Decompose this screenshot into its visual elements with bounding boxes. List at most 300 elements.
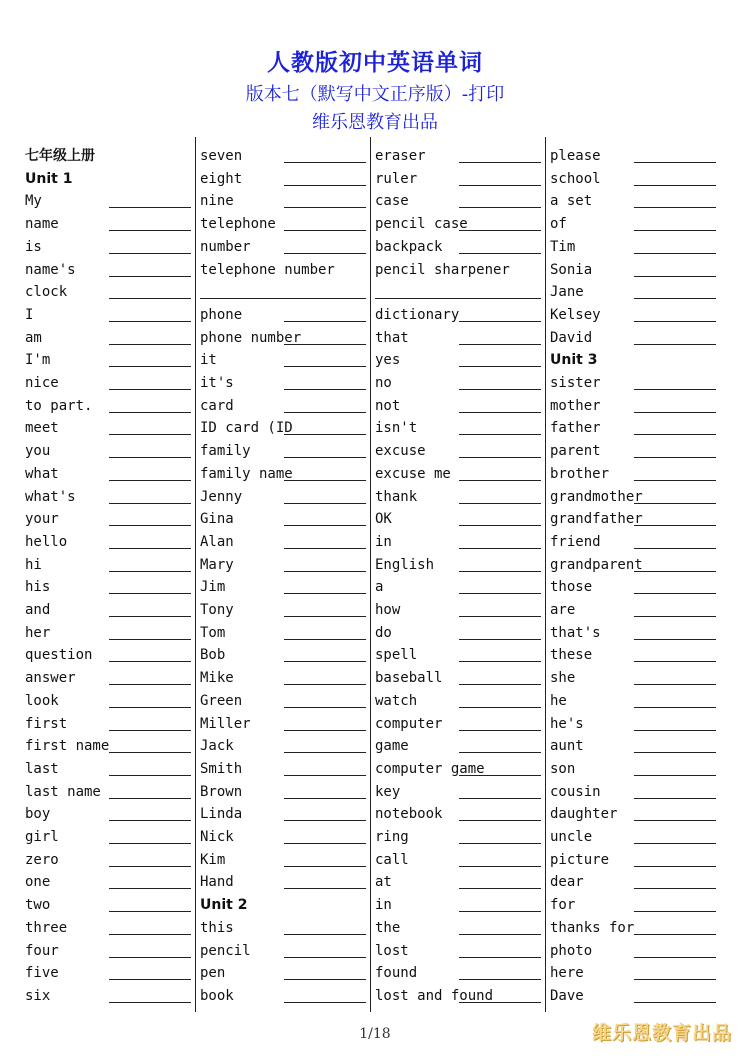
word-text: nine — [200, 193, 234, 210]
answer-blank — [459, 503, 541, 504]
answer-blank — [634, 866, 716, 867]
word-text: answer — [25, 670, 76, 687]
answer-blank — [634, 230, 716, 231]
word-text: you — [25, 443, 51, 460]
answer-blank — [634, 957, 716, 958]
word-text: five — [25, 965, 59, 982]
word-row — [200, 281, 368, 303]
answer-blank — [109, 412, 191, 413]
word-row — [25, 440, 193, 462]
word-text: call — [375, 851, 409, 868]
word-row — [550, 463, 718, 485]
word-row — [375, 576, 543, 598]
word-row — [550, 576, 718, 598]
word-text: lost and found — [375, 987, 494, 1004]
section-heading-text: Unit 3 — [550, 352, 598, 369]
word-text: that — [375, 329, 409, 346]
word-row — [200, 599, 368, 621]
answer-blank — [284, 866, 366, 867]
word-row — [200, 781, 368, 803]
answer-blank — [109, 457, 191, 458]
word-text: thank — [375, 488, 418, 505]
answer-blank — [375, 298, 541, 299]
answer-blank — [109, 480, 191, 481]
word-text: these — [550, 647, 593, 664]
answer-blank — [284, 593, 366, 594]
word-text: at — [375, 874, 392, 891]
answer-blank — [284, 503, 366, 504]
answer-blank — [284, 525, 366, 526]
word-row — [375, 304, 543, 326]
word-row — [375, 644, 543, 666]
word-row — [375, 395, 543, 417]
word-text: book — [200, 987, 234, 1004]
word-text: it — [200, 352, 217, 369]
answer-blank — [459, 661, 541, 662]
word-text: clock — [25, 284, 68, 301]
word-text: no — [375, 375, 392, 391]
word-row — [375, 940, 543, 962]
word-text: her — [25, 624, 51, 641]
word-row — [200, 667, 368, 689]
word-text: how — [375, 602, 401, 618]
word-row — [550, 327, 718, 349]
answer-blank — [459, 707, 541, 708]
word-text: excuse me — [375, 465, 451, 482]
answer-blank — [109, 979, 191, 980]
word-column-3 — [375, 137, 550, 1012]
answer-blank — [634, 412, 716, 413]
answer-blank — [109, 548, 191, 549]
answer-blank — [109, 344, 191, 345]
word-row — [550, 849, 718, 871]
word-text: yes — [375, 352, 401, 369]
word-text: watch — [375, 692, 418, 709]
answer-blank — [634, 434, 716, 435]
answer-blank — [109, 253, 191, 254]
word-text: grandfather — [550, 511, 643, 528]
answer-blank — [634, 593, 716, 594]
word-row — [25, 281, 193, 303]
answer-blank — [459, 525, 541, 526]
word-column-4 — [550, 137, 725, 1012]
answer-blank — [634, 276, 716, 277]
word-row — [200, 327, 368, 349]
word-text: and — [25, 602, 51, 618]
word-row — [200, 644, 368, 666]
word-row — [25, 758, 193, 780]
answer-blank — [634, 344, 716, 345]
word-row — [550, 259, 718, 281]
answer-blank — [284, 207, 366, 208]
answer-blank — [459, 684, 541, 685]
word-row — [550, 508, 718, 530]
answer-blank — [459, 888, 541, 889]
answer-blank — [634, 548, 716, 549]
word-row — [200, 713, 368, 735]
answer-blank — [634, 1002, 716, 1003]
word-text: Sonia — [550, 261, 593, 278]
word-text: My — [25, 193, 42, 210]
word-row — [25, 690, 193, 712]
publisher-line: 维乐恩教育出品 — [312, 112, 438, 133]
word-row — [375, 463, 543, 485]
answer-blank — [634, 639, 716, 640]
answer-blank — [459, 230, 541, 231]
word-text: in — [375, 533, 392, 550]
answer-blank — [284, 775, 366, 776]
word-text: your — [25, 511, 59, 528]
answer-blank — [284, 934, 366, 935]
answer-blank — [459, 843, 541, 844]
word-row — [200, 849, 368, 871]
word-row — [200, 940, 368, 962]
word-row — [200, 395, 368, 417]
word-row — [375, 622, 543, 644]
word-row — [375, 327, 543, 349]
word-text: number — [200, 238, 251, 255]
word-row — [550, 781, 718, 803]
answer-blank — [284, 684, 366, 685]
answer-blank — [459, 344, 541, 345]
word-row — [25, 213, 193, 235]
word-row — [25, 849, 193, 871]
word-row — [550, 236, 718, 258]
section-heading — [25, 168, 193, 190]
word-row — [200, 168, 368, 190]
word-text: telephone number — [200, 261, 335, 278]
answer-blank — [284, 253, 366, 254]
word-row — [25, 576, 193, 598]
word-text: am — [25, 329, 42, 346]
word-text: first — [25, 715, 68, 732]
answer-blank — [459, 412, 541, 413]
answer-blank — [284, 888, 366, 889]
answer-blank — [634, 571, 716, 572]
answer-blank — [284, 548, 366, 549]
word-row — [375, 917, 543, 939]
answer-blank — [634, 525, 716, 526]
word-text: notebook — [375, 806, 443, 823]
word-row — [200, 758, 368, 780]
word-row — [550, 213, 718, 235]
word-row — [25, 190, 193, 212]
word-row — [25, 395, 193, 417]
word-row — [375, 281, 543, 303]
word-text: eight — [200, 170, 243, 187]
word-text: of — [550, 216, 567, 233]
word-text: zero — [25, 851, 59, 868]
word-row — [25, 735, 193, 757]
word-text: are — [550, 602, 576, 618]
word-row — [375, 486, 543, 508]
answer-blank — [284, 162, 366, 163]
word-text: what — [25, 465, 59, 482]
answer-blank — [284, 957, 366, 958]
word-row — [550, 758, 718, 780]
word-text: Tim — [550, 238, 576, 255]
word-text: six — [25, 987, 51, 1004]
answer-blank — [634, 730, 716, 731]
word-text: found — [375, 965, 418, 982]
word-text: brother — [550, 465, 610, 482]
word-text: Mike — [200, 670, 234, 687]
answer-blank — [284, 366, 366, 367]
word-text: family — [200, 443, 251, 460]
word-row — [550, 667, 718, 689]
column-divider — [545, 137, 546, 1012]
answer-blank — [459, 798, 541, 799]
answer-blank — [284, 434, 366, 435]
answer-blank — [109, 571, 191, 572]
word-column-1 — [25, 137, 200, 1012]
answer-blank — [284, 571, 366, 572]
answer-blank — [459, 639, 541, 640]
word-row — [25, 327, 193, 349]
word-text: not — [375, 397, 401, 414]
word-text: card — [200, 397, 234, 414]
answer-blank — [109, 730, 191, 731]
word-text: name's — [25, 261, 76, 278]
column-divider — [370, 137, 371, 1012]
answer-blank — [634, 798, 716, 799]
answer-blank — [109, 957, 191, 958]
word-text: hello — [25, 533, 68, 550]
word-text: school — [550, 170, 601, 187]
answer-blank — [459, 934, 541, 935]
answer-blank — [284, 457, 366, 458]
word-row — [200, 304, 368, 326]
word-row — [550, 735, 718, 757]
word-row — [375, 417, 543, 439]
answer-blank — [284, 480, 366, 481]
word-text: computer game — [375, 760, 485, 777]
word-text: last name — [25, 783, 101, 800]
word-row — [25, 667, 193, 689]
word-row — [375, 145, 543, 167]
answer-blank — [284, 185, 366, 186]
word-row — [25, 940, 193, 962]
answer-blank — [634, 888, 716, 889]
word-row — [550, 599, 718, 621]
word-text: Mary — [200, 556, 234, 573]
word-text: this — [200, 919, 234, 936]
word-row — [200, 735, 368, 757]
word-row — [550, 395, 718, 417]
word-row — [200, 259, 368, 281]
word-row — [375, 803, 543, 825]
word-row — [375, 781, 543, 803]
answer-blank — [284, 616, 366, 617]
word-row — [200, 440, 368, 462]
word-row — [550, 894, 718, 916]
word-text: backpack — [375, 238, 443, 255]
word-row — [550, 168, 718, 190]
word-text: those — [550, 579, 593, 596]
answer-blank — [459, 752, 541, 753]
word-row — [550, 940, 718, 962]
answer-blank — [109, 911, 191, 912]
section-heading — [200, 894, 368, 916]
word-row — [375, 440, 543, 462]
word-text: last — [25, 760, 59, 777]
word-row — [25, 894, 193, 916]
word-row — [25, 826, 193, 848]
answer-blank — [634, 707, 716, 708]
answer-blank — [634, 298, 716, 299]
answer-blank — [109, 230, 191, 231]
word-row — [200, 826, 368, 848]
word-row — [200, 372, 368, 394]
word-text: Miller — [200, 715, 251, 732]
word-row — [375, 508, 543, 530]
answer-blank — [284, 321, 366, 322]
answer-blank — [109, 775, 191, 776]
word-text: that's — [550, 624, 601, 641]
answer-blank — [634, 684, 716, 685]
answer-blank — [459, 321, 541, 322]
word-row — [550, 622, 718, 644]
word-row — [200, 486, 368, 508]
word-text: uncle — [550, 829, 593, 845]
word-row — [375, 349, 543, 371]
section-heading — [25, 145, 193, 167]
word-text: sister — [550, 375, 601, 391]
word-row — [200, 463, 368, 485]
answer-blank — [459, 979, 541, 980]
word-row — [25, 531, 193, 553]
word-row — [375, 849, 543, 871]
word-text: what's — [25, 488, 76, 505]
word-row — [375, 259, 543, 281]
word-text: in — [375, 897, 392, 914]
word-column-2 — [200, 137, 375, 1012]
word-text: pencil case — [375, 216, 468, 233]
word-text: Linda — [200, 806, 243, 823]
answer-blank — [634, 321, 716, 322]
answer-blank — [634, 820, 716, 821]
word-text: son — [550, 760, 576, 777]
word-row — [200, 871, 368, 893]
word-text: eraser — [375, 148, 426, 164]
answer-blank — [634, 207, 716, 208]
answer-blank — [459, 571, 541, 572]
word-text: spell — [375, 647, 418, 664]
word-text: hi — [25, 556, 42, 573]
answer-blank — [284, 230, 366, 231]
word-text: nice — [25, 375, 59, 391]
answer-blank — [634, 934, 716, 935]
answer-blank — [109, 525, 191, 526]
word-text: boy — [25, 806, 51, 823]
word-text: Jim — [200, 579, 226, 596]
answer-blank — [459, 480, 541, 481]
word-row — [200, 985, 368, 1007]
answer-blank — [459, 434, 541, 435]
word-text: Dave — [550, 987, 584, 1004]
word-text: it's — [200, 375, 234, 391]
answer-blank — [284, 707, 366, 708]
answer-blank — [459, 389, 541, 390]
word-row — [25, 349, 193, 371]
word-text: computer — [375, 715, 443, 732]
answer-blank — [284, 752, 366, 753]
answer-blank — [200, 298, 366, 299]
word-text: three — [25, 919, 68, 936]
word-row — [25, 917, 193, 939]
word-text: lost — [375, 942, 409, 959]
word-row — [375, 735, 543, 757]
answer-blank — [634, 843, 716, 844]
word-text: daughter — [550, 806, 618, 823]
answer-blank — [459, 775, 541, 776]
word-row — [200, 190, 368, 212]
answer-blank — [109, 593, 191, 594]
word-text: I'm — [25, 352, 51, 369]
word-row — [25, 644, 193, 666]
word-row — [375, 962, 543, 984]
word-row — [550, 917, 718, 939]
word-row — [550, 190, 718, 212]
answer-blank — [284, 344, 366, 345]
answer-blank — [459, 730, 541, 731]
word-row — [550, 417, 718, 439]
word-row — [375, 531, 543, 553]
word-row — [375, 667, 543, 689]
word-row — [200, 417, 368, 439]
answer-blank — [284, 798, 366, 799]
word-row — [550, 985, 718, 1007]
word-text: phone — [200, 306, 243, 323]
word-row — [25, 486, 193, 508]
word-row — [550, 145, 718, 167]
word-row — [375, 554, 543, 576]
answer-blank — [634, 457, 716, 458]
section-heading-text: Unit 2 — [200, 897, 248, 914]
word-text: Hand — [200, 874, 234, 891]
word-text: to part. — [25, 397, 93, 414]
answer-blank — [459, 911, 541, 912]
answer-blank — [284, 412, 366, 413]
answer-blank — [634, 253, 716, 254]
word-text: dictionary — [375, 306, 460, 323]
section-heading-text: Unit 1 — [25, 170, 73, 187]
word-text: is — [25, 238, 42, 255]
answer-blank — [459, 366, 541, 367]
word-text: four — [25, 942, 59, 959]
word-text: David — [550, 329, 593, 346]
word-row — [200, 690, 368, 712]
word-columns — [0, 137, 750, 1012]
word-text: friend — [550, 533, 601, 550]
word-row — [25, 236, 193, 258]
word-text: first name — [25, 738, 110, 755]
word-text: Nick — [200, 829, 234, 845]
word-text: the — [375, 919, 401, 936]
answer-blank — [109, 661, 191, 662]
answer-blank — [459, 820, 541, 821]
word-text: he — [550, 692, 567, 709]
word-text: Smith — [200, 760, 243, 777]
word-row — [550, 440, 718, 462]
word-row — [25, 713, 193, 735]
answer-blank — [459, 207, 541, 208]
word-text: a set — [550, 193, 593, 210]
word-text: pencil — [200, 942, 251, 959]
word-text: Bob — [200, 647, 226, 664]
answer-blank — [284, 389, 366, 390]
answer-blank — [109, 298, 191, 299]
